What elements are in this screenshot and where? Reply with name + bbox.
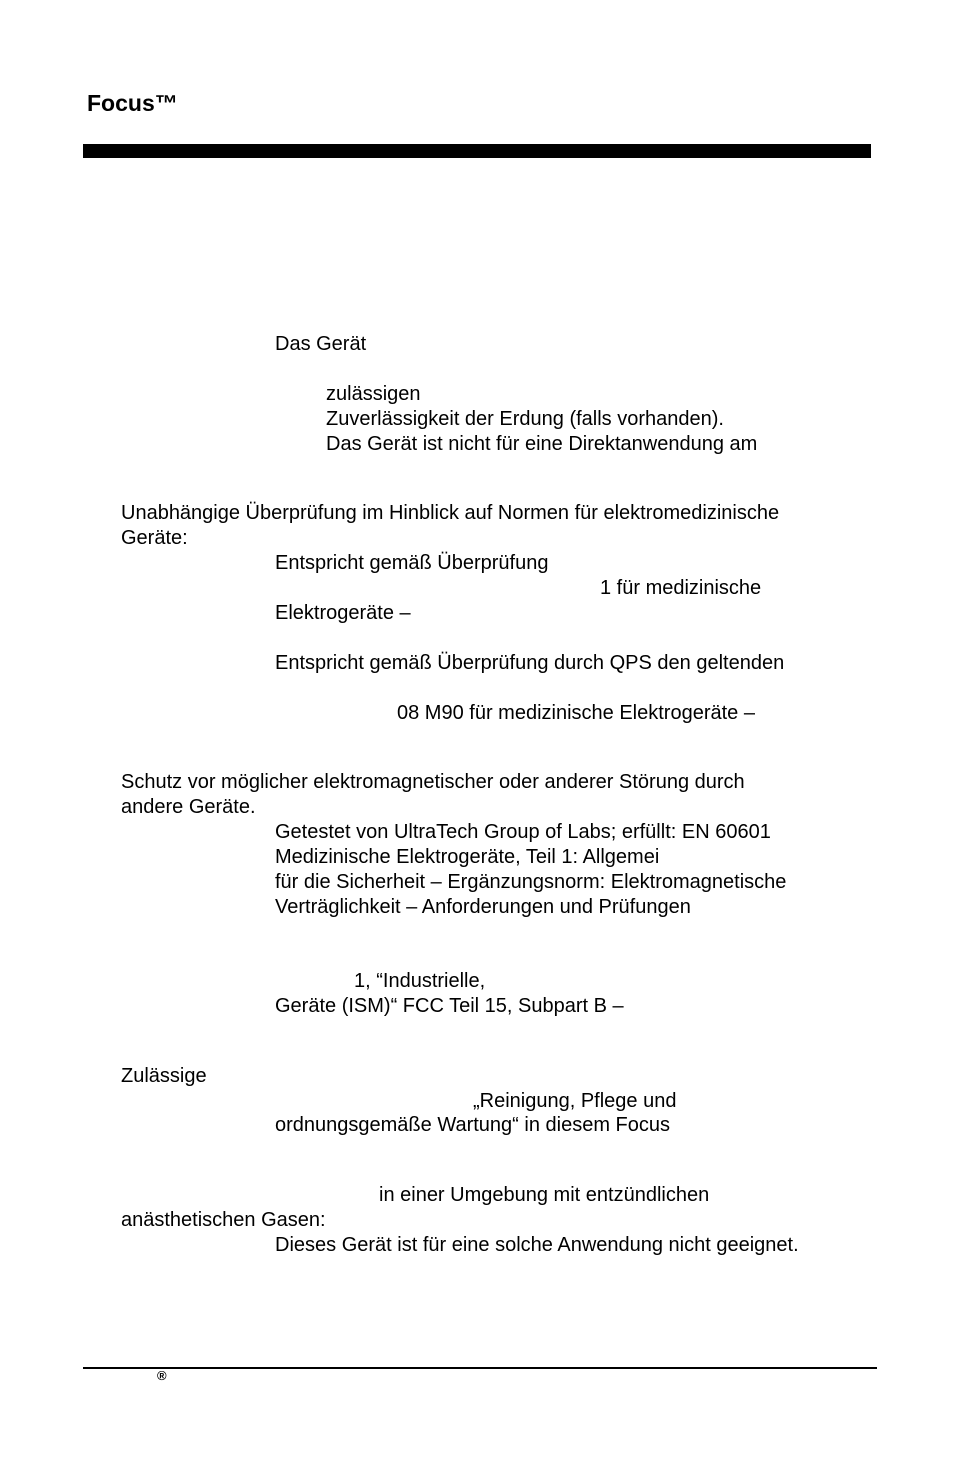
text-line: anästhetischen Gasen: — [121, 1209, 326, 1231]
text-line: andere Geräte. — [121, 796, 256, 818]
text-line: zulässigen — [326, 383, 421, 405]
text-line: Das Gerät ist nicht für eine Direktanwendung am — [326, 433, 758, 455]
text-line: Unabhängige Überprüfung im Hinblick auf Normen für elektromedizinische — [121, 502, 780, 524]
registered-mark: ® — [157, 1368, 167, 1383]
text-line: 08 M90 für medizinische Elektrogeräte – — [397, 702, 755, 724]
text-line: Zuverlässigkeit der Erdung (falls vorhanden). — [326, 408, 724, 430]
text-line: in einer Umgebung mit entzündlichen — [379, 1184, 710, 1206]
text-line: Entspricht gemäß Überprüfung — [275, 552, 549, 574]
text-line: Getestet von UltraTech Group of Labs; erfüllt: EN 60601 — [275, 821, 771, 843]
text-line: für die Sicherheit – Ergänzungsnorm: Elektromagnetische — [275, 871, 787, 893]
text-line: 1 für medizinische — [600, 577, 762, 599]
text-line: Geräte: — [121, 527, 188, 549]
text-line: 1, “Industrielle, — [354, 970, 486, 992]
header-rule — [83, 144, 871, 158]
text-line: ordnungsgemäße Wartung“ in diesem Focus — [275, 1114, 670, 1136]
footer-rule — [83, 1367, 877, 1369]
text-line: Das Gerät — [275, 333, 367, 355]
text-line: Entspricht gemäß Überprüfung durch QPS den geltenden — [275, 652, 785, 674]
text-line: Geräte (ISM)“ FCC Teil 15, Subpart B – — [275, 995, 624, 1017]
page-header-title: Focus™ — [87, 90, 178, 116]
text-line: Zulässige — [121, 1065, 207, 1087]
text-line: Dieses Gerät ist für eine solche Anwendung nicht geeignet. — [275, 1234, 799, 1256]
text-line: Schutz vor möglicher elektromagnetischer oder anderer Störung durch — [121, 771, 745, 793]
text-line: Elektrogeräte – — [275, 602, 411, 624]
text-line: Verträglichkeit – Anforderungen und Prüfungen — [275, 896, 691, 918]
text-line: Medizinische Elektrogeräte, Teil 1: Allgemei — [275, 846, 660, 868]
text-line: „Reinigung, Pflege und — [473, 1090, 677, 1112]
